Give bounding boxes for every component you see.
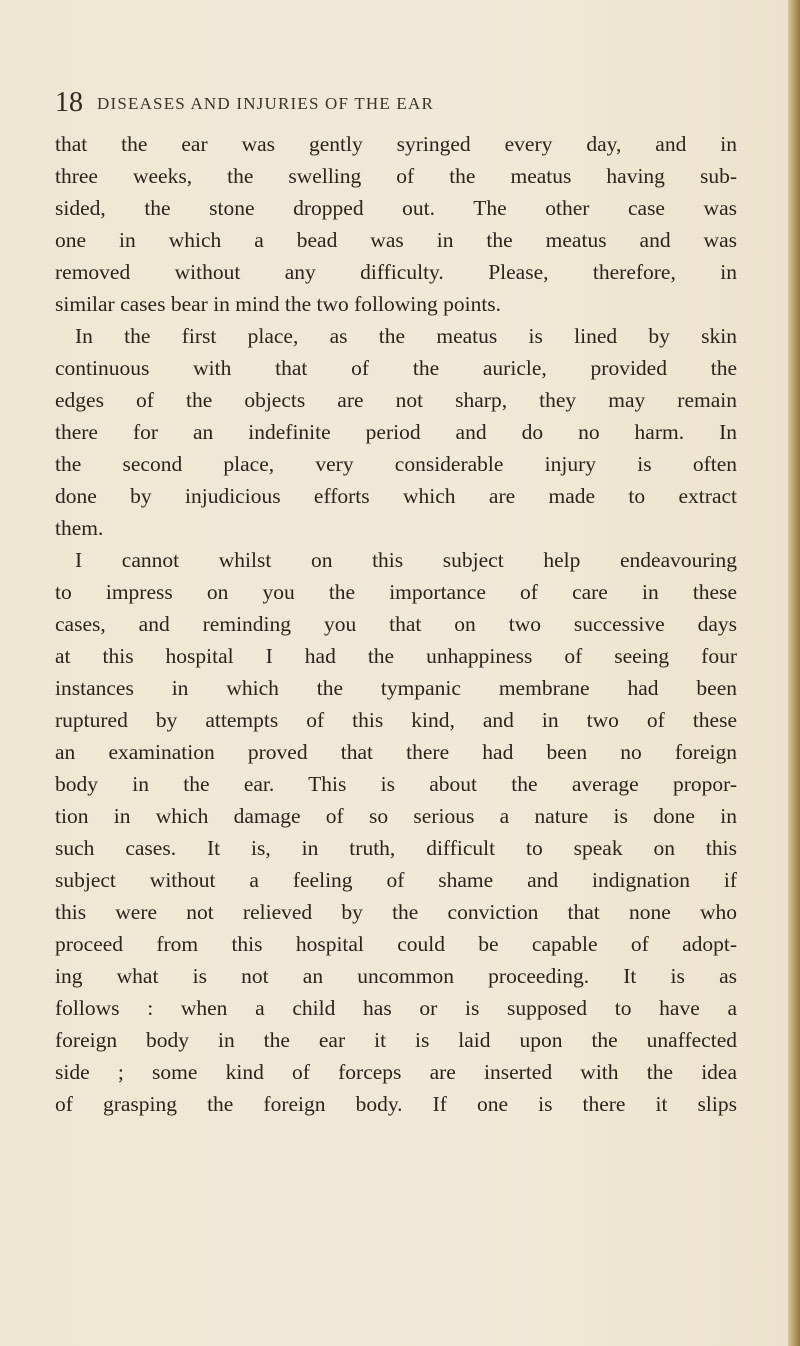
text-line: side ; some kind of forceps are inserted with the idea xyxy=(55,1060,737,1084)
text-line: similar cases bear in mind the two following points. xyxy=(55,292,502,316)
text-line: ruptured by attempts of this kind, and in two of these xyxy=(55,708,737,732)
page-header xyxy=(55,88,755,118)
text-line: removed without any difficulty. Please, therefore, in xyxy=(55,260,737,284)
text-line: follows : when a child has or is supposed to have a xyxy=(55,996,737,1020)
text-line: foreign body in the ear it is laid upon the unaffected xyxy=(55,1028,737,1052)
page-number: 18 xyxy=(55,87,83,118)
text-line: continuous with that of the auricle, provided the xyxy=(55,356,737,380)
text-line: to impress on you the importance of care in these xyxy=(55,580,737,604)
text-line: such cases. It is, in truth, difficult to speak on this xyxy=(55,836,737,860)
text-line: an examination proved that there had been no foreign xyxy=(55,740,737,764)
text-line: them. xyxy=(55,516,104,540)
text-line: In the first place, as the meatus is lined by skin xyxy=(75,324,737,348)
text-line: I cannot whilst on this subject help endeavouring xyxy=(75,548,737,572)
text-line: subject without a feeling of shame and indignation if xyxy=(55,868,737,892)
text-line: of grasping the foreign body. If one is there it slips xyxy=(55,1092,737,1116)
text-line: ing what is not an uncommon proceeding. It is as xyxy=(55,964,737,988)
text-line: there for an indefinite period and do no harm. In xyxy=(55,420,737,444)
running-head: DISEASES AND INJURIES OF THE EAR xyxy=(97,94,435,113)
text-line: tion in which damage of so serious a nature is done in xyxy=(55,804,737,828)
text-line: body in the ear. This is about the average propor- xyxy=(55,772,737,796)
text-line: three weeks, the swelling of the meatus having sub- xyxy=(55,164,737,188)
text-line: cases, and reminding you that on two successive days xyxy=(55,612,737,636)
text-line: sided, the stone dropped out. The other case was xyxy=(55,196,737,220)
text-line: proceed from this hospital could be capable of adopt- xyxy=(55,932,737,956)
text-line: edges of the objects are not sharp, they may remain xyxy=(55,388,737,412)
text-line: that the ear was gently syringed every day, and in xyxy=(55,132,737,156)
text-line: at this hospital I had the unhappiness of seeing four xyxy=(55,644,737,668)
text-line: the second place, very considerable injury is often xyxy=(55,452,737,476)
text-line: done by injudicious efforts which are made to extract xyxy=(55,484,737,508)
text-line: one in which a bead was in the meatus and was xyxy=(55,228,737,252)
body-text xyxy=(55,128,737,1120)
text-line: instances in which the tympanic membrane had been xyxy=(55,676,737,700)
page-edge xyxy=(788,0,800,1346)
text-line: this were not relieved by the conviction that none who xyxy=(55,900,737,924)
